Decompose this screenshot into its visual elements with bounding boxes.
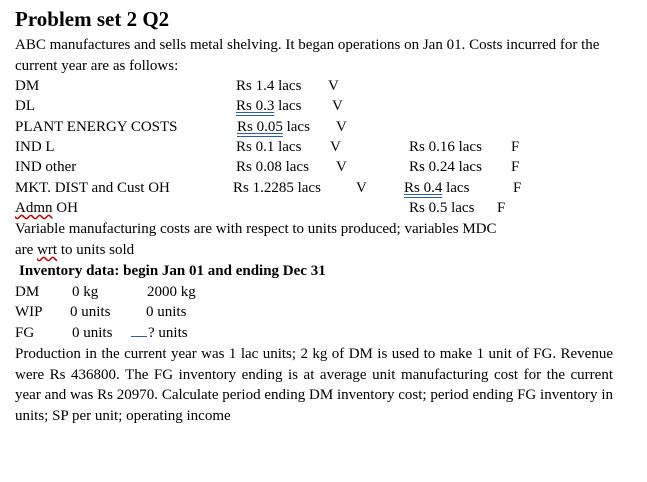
production-paragraph: Production in the current year was 1 lac units; 2 kg of DM is used to make 1 unit of FG. Revenue were Rs 436800. The FG inventory ending is at average unit manufacturing cost for the current year and was Rs 20970. Calculate period ending DM inventory cost; period ending FG inventory in units; SP per unit; operating income	[15, 346, 613, 424]
cost-type: V	[336, 159, 347, 175]
inventory-heading: Inventory data: begin Jan 01 and ending Dec 31	[19, 263, 326, 279]
cost-type: V	[332, 98, 343, 114]
inventory-begin: 0 units	[70, 304, 111, 320]
cost-label: PLANT ENERGY COSTS	[15, 119, 178, 135]
cost-amount: Rs 1.4 lacs	[236, 78, 302, 94]
fixed-type: F	[513, 180, 522, 196]
cost-type: V	[356, 180, 367, 196]
inventory-label: DM	[15, 284, 40, 300]
variable-note-line-2: are wrt to units sold	[15, 242, 135, 258]
cost-type: V	[336, 119, 347, 135]
variable-note-line-1: Variable manufacturing costs are with respect to units produced; variables MDC	[15, 221, 497, 237]
cost-label: MKT. DIST and Cust OH	[15, 180, 170, 196]
fixed-amount: Rs 0.24 lacs	[409, 159, 482, 175]
intro-paragraph: ABC manufactures and sells metal shelving. It began operations on Jan 01. Costs incurred for the current year are as follows:	[15, 37, 600, 74]
cost-label: IND other	[15, 159, 77, 175]
cost-amount: Rs 0.3 lacs	[236, 98, 302, 114]
cost-amount: Rs 0.05 lacs	[237, 119, 310, 135]
cost-label: Admn OH	[15, 200, 78, 216]
fixed-type: F	[511, 139, 520, 155]
fixed-type: F	[497, 200, 506, 216]
cost-label: DL	[15, 98, 35, 114]
cost-type: V	[330, 139, 341, 155]
cost-type: V	[328, 78, 339, 94]
inventory-label: WIP	[15, 304, 43, 320]
inventory-end: 2000 kg	[147, 284, 196, 300]
page-title: Problem set 2 Q2	[15, 7, 170, 31]
cost-amount: Rs 0.1 lacs	[236, 139, 302, 155]
fixed-amount: Rs 0.4 lacs	[404, 180, 470, 196]
inventory-label: FG	[15, 325, 35, 341]
fixed-type: F	[511, 159, 520, 175]
inventory-begin: 0 kg	[72, 284, 99, 300]
cost-amount: Rs 0.08 lacs	[236, 159, 309, 175]
fixed-amount: Rs 0.5 lacs	[409, 200, 475, 216]
inventory-end: 0 units	[146, 304, 187, 320]
inventory-end: ? units	[131, 323, 188, 343]
inventory-begin: 0 units	[72, 325, 113, 341]
fixed-amount: Rs 0.16 lacs	[409, 139, 482, 155]
cost-amount: Rs 1.2285 lacs	[233, 180, 321, 196]
cost-label: IND L	[15, 139, 55, 155]
cost-label: DM	[15, 78, 40, 94]
